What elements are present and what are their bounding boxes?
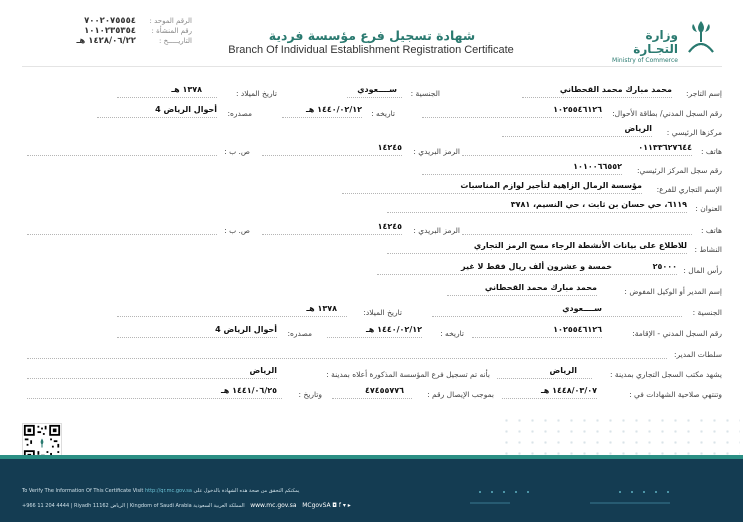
capital-words: خمسة و عشرون ألف ريال فقط لا غير bbox=[460, 262, 612, 271]
verify-english: To Verify The Information Of This Certificate Visit bbox=[22, 488, 144, 494]
trade-name-underline bbox=[342, 193, 642, 194]
civil-source-underline bbox=[97, 117, 217, 118]
headquarters-underline bbox=[502, 136, 652, 137]
header-divider bbox=[22, 66, 722, 67]
civil-register-underline bbox=[422, 117, 602, 118]
manager-underline bbox=[447, 295, 597, 296]
receipt-date-label: وتاريخ : bbox=[298, 390, 322, 399]
civil-register-row bbox=[22, 105, 722, 121]
expiry-underline bbox=[502, 398, 597, 399]
contact-po-box: Riyadh 11162 الرياض bbox=[74, 503, 125, 509]
postal2-underline bbox=[262, 234, 402, 235]
certify-city-underline bbox=[497, 378, 592, 379]
headquarters-label: مركزها الرئيسي : bbox=[666, 128, 722, 137]
manager-row bbox=[22, 283, 722, 299]
capital-underline bbox=[377, 274, 677, 275]
postal2-value: ١٤٢٤٥ bbox=[377, 222, 402, 231]
civil-register-label: رقم السجل المدني/ بطاقة الأحوال: bbox=[612, 109, 722, 118]
contact-line: +966 11 204 4444 | Riyadh 11162 الرياض | Kingdom of Saudi Arabia المملكة العربية السعودية www.mc.gov.sa MCgovSA ◘ f ▾ ▸ bbox=[22, 502, 351, 509]
authorities-row bbox=[22, 346, 722, 362]
merchant-underline bbox=[522, 97, 672, 98]
social-icons: ◘ f ▾ ▸ bbox=[332, 502, 351, 509]
certify-label: يشهد مكتب السجل التجاري بمدينة : bbox=[610, 370, 722, 379]
manager-civil-underline bbox=[472, 337, 602, 338]
address-underline bbox=[387, 212, 687, 213]
contact-phone: +966 11 204 4444 bbox=[22, 503, 70, 509]
postal-label: الرمز البريدي : bbox=[413, 147, 460, 156]
receipt-date-value: ١٤٤١/٠٦/٢٥ هـ bbox=[221, 386, 277, 395]
authorities-underline bbox=[27, 358, 667, 359]
ministry-name-arabic: وزارة التجـارة bbox=[633, 28, 678, 56]
certificate-title-arabic: شهادة تسجيل فرع مؤسسة فردية bbox=[268, 28, 476, 43]
manager-source-label: مصدره: bbox=[287, 329, 312, 338]
manager-civil-label: رقم السجل المدني - الإقامة: bbox=[632, 329, 722, 338]
manager-source-underline bbox=[117, 337, 277, 338]
manager-birth-underline bbox=[117, 316, 347, 317]
nationality-underline bbox=[347, 97, 402, 98]
capital-value: ٢٥٠٠٠ bbox=[652, 262, 677, 271]
footer-accent-stripe bbox=[0, 455, 743, 459]
activity-row bbox=[22, 241, 722, 257]
unified-number-value: ٧٠٠٢٠٧٥٥٥٤ bbox=[84, 16, 136, 26]
date-row bbox=[22, 36, 192, 46]
manager-label: إسم المدير أو الوكيل المفوض : bbox=[624, 287, 722, 296]
merchant-label: إسم التاجر: bbox=[686, 89, 722, 98]
birth-label: تاريخ الميلاد : bbox=[235, 89, 277, 98]
receipt-label: بموجب الإيصال رقم : bbox=[427, 390, 494, 399]
birth-underline bbox=[117, 97, 217, 98]
manager-value: محمد مبارك محمد القحطاني bbox=[484, 283, 597, 292]
expiry-label: وتنتهي صلاحية الشهادات في : bbox=[629, 390, 722, 399]
address-row bbox=[22, 200, 722, 216]
verify-url-link[interactable]: http://qr.mc.gov.sa bbox=[144, 488, 192, 494]
certify-text: بأنه تم تسجيل فرع المؤسسة المذكورة أعلاه بمدينة : bbox=[326, 370, 490, 379]
manager-source-value: أحوال الرياض 4 bbox=[215, 325, 277, 334]
address-value: ٦١١٩، حي حسان بن ثابت ، حي النسيم، ٣٧٨١ bbox=[510, 200, 687, 209]
nationality-label: الجنسية : bbox=[410, 89, 440, 98]
certify-city2-underline bbox=[27, 378, 277, 379]
certify-city-value: الرياض bbox=[549, 366, 577, 375]
website-link[interactable]: www.mc.gov.sa bbox=[250, 502, 297, 509]
pobox2-label: ص. ب : bbox=[224, 226, 250, 235]
manager-birth-label: تاريخ الميلاد: bbox=[363, 308, 402, 317]
certify-row bbox=[22, 366, 722, 382]
merchant-value: محمد مبارك محمد القحطاني bbox=[559, 85, 672, 94]
manager-date-underline bbox=[327, 337, 422, 338]
trade-name-row bbox=[22, 181, 722, 197]
ministry-name-english: Ministry of Commerce bbox=[612, 57, 678, 64]
hq-cr-label: رقم سجل المركز الرئيسي: bbox=[636, 166, 722, 175]
manager-nationality-label: الجنسية : bbox=[692, 308, 722, 317]
ministry-name bbox=[608, 28, 678, 64]
headquarters-value: الرياض bbox=[624, 124, 652, 133]
birth-value: ١٣٧٨ هـ bbox=[171, 85, 202, 94]
contact-country: Kingdom of Saudi Arabia المملكة العربية السعودية bbox=[129, 503, 245, 509]
phone2-row bbox=[22, 222, 722, 238]
social-handle[interactable]: MCgovSA bbox=[302, 502, 331, 509]
establishment-number-row bbox=[22, 26, 192, 36]
civil-register-value: ١٠٢٥٥٤٦١٢٦ bbox=[553, 105, 602, 114]
date-label: التاريـــــخ : bbox=[158, 37, 192, 45]
verify-line bbox=[22, 488, 299, 494]
postal-underline bbox=[262, 155, 402, 156]
footer-decorative-dots bbox=[470, 487, 720, 507]
establishment-number-value: ١٠١٠٢٣٥٣٥٤ bbox=[84, 26, 136, 36]
certify-city2-value: الرياض bbox=[249, 366, 277, 375]
trade-name-label: الإسم التجاري للفرع: bbox=[656, 185, 722, 194]
capital-row bbox=[22, 262, 722, 278]
postal-value: ١٤٢٤٥ bbox=[377, 143, 402, 152]
phone2-label: هاتف : bbox=[700, 226, 722, 235]
postal2-label: الرمز البريدي : bbox=[413, 226, 460, 235]
manager-civil-row bbox=[22, 325, 722, 341]
phone-value: ٠١١٣٣٦٢٧٦٤٤ bbox=[638, 143, 692, 152]
certificate-footer bbox=[0, 455, 743, 522]
unified-number-label: الرقم الموحد : bbox=[149, 17, 192, 25]
certificate-title-english: Branch Of Individual Establishment Registration Certificate bbox=[228, 44, 514, 56]
nationality-value: ســــعودي bbox=[357, 85, 397, 94]
verify-arabic: يمكنكم التحقق من صحة هذه الشهادة بالدخول على bbox=[193, 488, 300, 494]
civil-source-label: مصدره: bbox=[227, 109, 252, 118]
capital-label: رأس المال : bbox=[683, 266, 722, 275]
civil-source-value: أحوال الرياض 4 bbox=[155, 105, 217, 114]
activity-value: للاطلاع على بيانات الأنشطة الرجاء مسح الرمز التجاري bbox=[473, 241, 687, 250]
manager-nationality-value: ســــعودي bbox=[562, 304, 602, 313]
trade-name-value: مؤسسة الرمال الزاهية لتأجير لوازم المناسبات bbox=[460, 181, 642, 190]
address-label: العنوان : bbox=[695, 204, 722, 213]
phone-label: هاتف : bbox=[700, 147, 722, 156]
manager-civil-value: ١٠٢٥٥٤٦١٢٦ bbox=[553, 325, 602, 334]
civil-date-label: تاريخه : bbox=[371, 109, 395, 118]
manager-nationality-row bbox=[22, 304, 722, 320]
activity-underline bbox=[387, 253, 687, 254]
unified-number-row bbox=[22, 16, 192, 26]
manager-date-label: تاريخه : bbox=[440, 329, 464, 338]
header-references bbox=[22, 16, 192, 46]
headquarters-row bbox=[22, 124, 722, 140]
pobox-label: ص. ب : bbox=[224, 147, 250, 156]
hq-cr-underline bbox=[422, 174, 622, 175]
receipt-date-underline bbox=[27, 398, 282, 399]
decorative-dot-pattern bbox=[500, 415, 740, 455]
establishment-number-label: رقم المنشأة : bbox=[151, 27, 192, 35]
manager-date-value: ١٤٤٠/٠٢/١٢ هـ bbox=[366, 325, 422, 334]
phone-row bbox=[22, 143, 722, 159]
hq-cr-row bbox=[22, 162, 722, 178]
civil-date-value: ١٤٤٠/٠٢/١٢ هـ bbox=[306, 105, 362, 114]
phone2-underline bbox=[462, 234, 692, 235]
expiry-value: ١٤٤٨/٠٣/٠٧ هـ bbox=[541, 386, 597, 395]
authorities-label: سلطات المدير: bbox=[673, 350, 722, 359]
hq-cr-value: ١٠١٠٠٦٦٥٥٢ bbox=[573, 162, 622, 171]
manager-birth-value: ١٣٧٨ هـ bbox=[306, 304, 337, 313]
pobox-underline bbox=[27, 155, 217, 156]
civil-date-underline bbox=[282, 117, 362, 118]
merchant-row bbox=[22, 85, 722, 101]
activity-label: النشاط : bbox=[694, 245, 722, 254]
phone-underline bbox=[462, 155, 692, 156]
manager-nationality-underline bbox=[432, 316, 682, 317]
receipt-underline bbox=[332, 398, 412, 399]
expiry-row bbox=[22, 386, 722, 402]
saudi-emblem-icon bbox=[683, 18, 719, 56]
date-value: ١٤٢٨/٠٦/٢٢ هـ bbox=[76, 36, 136, 46]
pobox2-underline bbox=[27, 234, 217, 235]
receipt-value: ٤٧٤٥٥٧٧٦ bbox=[364, 386, 404, 395]
